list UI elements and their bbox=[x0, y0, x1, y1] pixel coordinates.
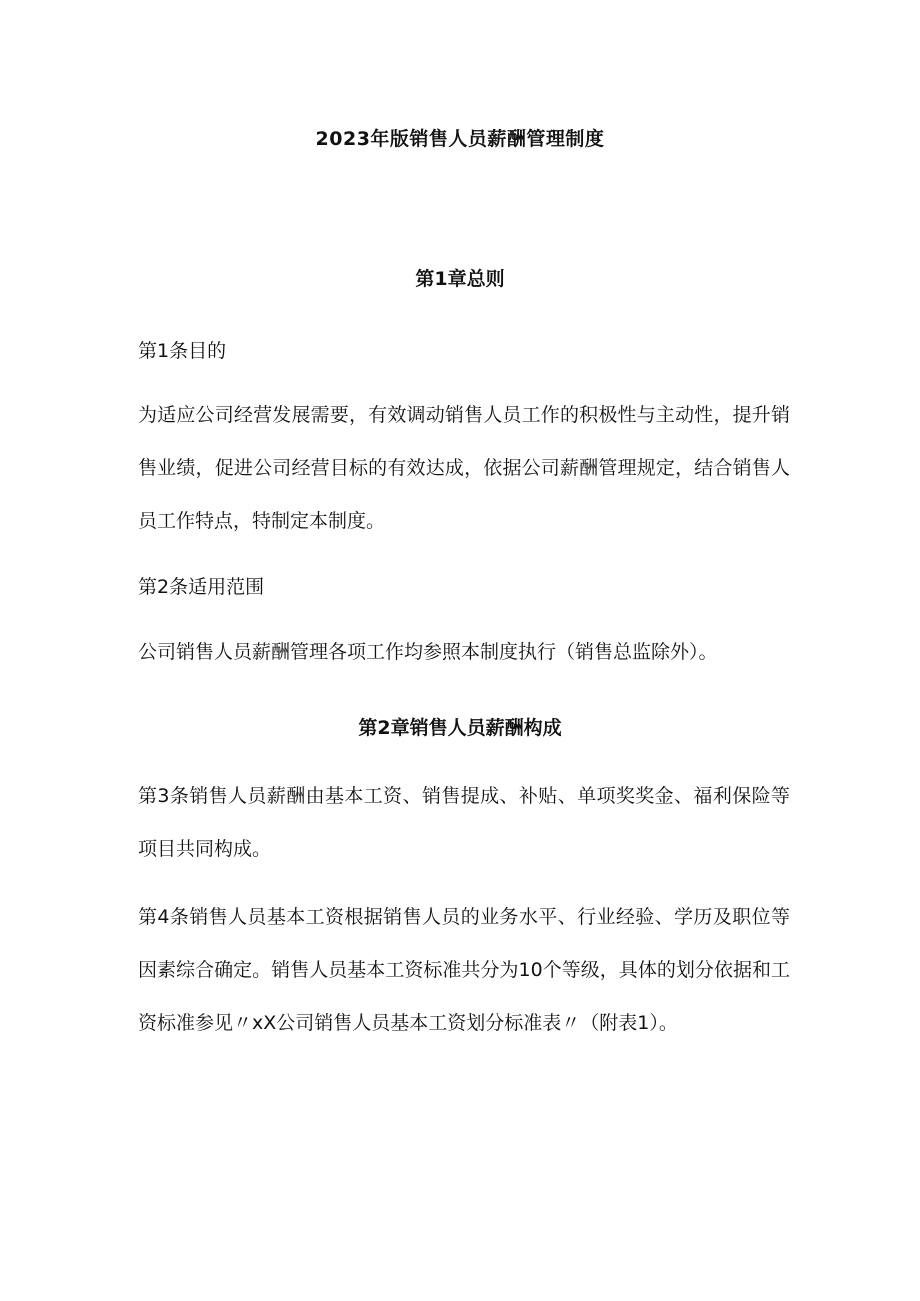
article-1-heading: 第1条目的 bbox=[138, 340, 227, 362]
article-3-body: 第3条销售人员薪酬由基本工资、销售提成、补贴、单项奖奖金、福利保险等项目共同构成。 bbox=[138, 785, 790, 860]
document-title: 2023年版销售人员薪酬管理制度 bbox=[315, 128, 605, 150]
article-4-body: 第4条销售人员基本工资根据销售人员的业务水平、行业经验、学历及职位等因素综合确定。销售人员基本工资标准共分为10个等级，具体的划分依据和工资标准参见〃xX公司销售人员基本工资划分标准表〃（附表1）。 bbox=[138, 906, 790, 1034]
article-2-body: 公司销售人员薪酬管理各项工作均参照本制度执行（销售总监除外）。 bbox=[138, 641, 718, 663]
chapter-1-heading: 第1章总则 bbox=[415, 268, 505, 290]
chapter-2-heading: 第2章销售人员薪酬构成 bbox=[358, 717, 562, 739]
article-1-body: 为适应公司经营发展需要，有效调动销售人员工作的积极性与主动性，提升销售业绩，促进公司经营目标的有效达成，依据公司薪酬管理规定，结合销售人员工作特点，特制定本制度。 bbox=[138, 404, 790, 532]
article-2-heading: 第2条适用范围 bbox=[138, 576, 265, 598]
